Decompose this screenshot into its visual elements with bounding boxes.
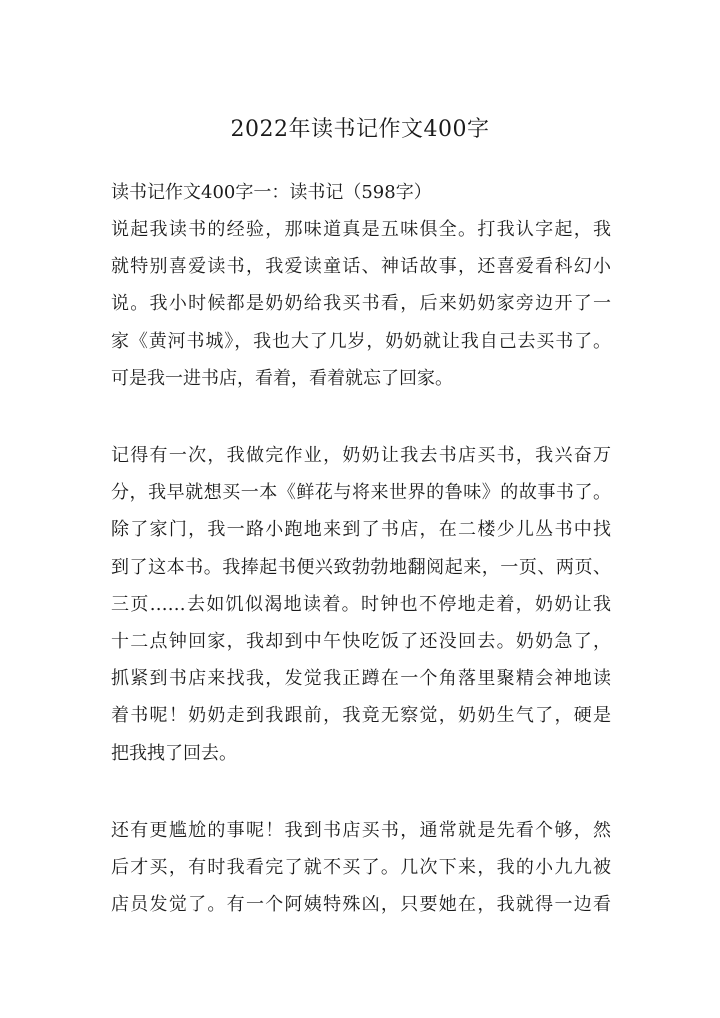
text-line: 店员发觉了。有一个阿姨特殊凶，只要她在，我就得一边看 <box>111 894 611 916</box>
text-line: 家《黄河书城》，我也大了几岁，奶奶就让我自己去买书了。 <box>111 330 611 352</box>
text-line: 抓紧到书店来找我，发觉我正蹲在一个角落里聚精会神地读 <box>111 668 611 690</box>
text-line: 可是我一进书店，看着，看着就忘了回家。 <box>111 367 453 389</box>
text-line: 就特别喜爱读书，我爱读童话、神话故事，还喜爱看科幻小 <box>111 256 611 278</box>
text-line: 三页……去如饥似渴地读着。时钟也不停地走着，奶奶让我 <box>111 593 611 615</box>
text-line: 说。我小时候都是奶奶给我买书看，后来奶奶家旁边开了一 <box>111 293 611 315</box>
text-line: 着书呢！奶奶走到我跟前，我竟无察觉，奶奶生气了，硬是 <box>111 705 611 727</box>
paragraph-3 <box>111 812 611 924</box>
paragraph-2 <box>111 437 611 772</box>
text-line: 把我拽了回去。 <box>111 742 237 764</box>
text-line: 后才买，有时我看完了就不买了。几次下来，我的小九九被 <box>111 857 611 879</box>
paragraph-1 <box>111 211 611 397</box>
text-line: 到了这本书。我捧起书便兴致勃勃地翻阅起来，一页、两页、 <box>111 556 611 578</box>
text-line: 说起我读书的经验，那味道真是五味俱全。打我认字起，我 <box>111 219 611 240</box>
text-line: 除了家门，我一路小跑地来到了书店，在二楼少儿丛书中找 <box>111 519 611 541</box>
text-line: 还有更尴尬的事呢！我到书店买书，通常就是先看个够，然 <box>111 820 611 841</box>
text-line: 十二点钟回家，我却到中午快吃饭了还没回去。奶奶急了， <box>111 630 611 652</box>
page-title: 2022年读书记作文400字 <box>230 117 490 142</box>
text-line: 分，我早就想买一本《鲜花与将来世界的鲁味》的故事书了。 <box>111 482 611 504</box>
text-line: 记得有一次，我做完作业，奶奶让我去书店买书，我兴奋万 <box>111 445 611 466</box>
subtitle: 读书记作文400字一：读书记（598字） <box>111 182 432 203</box>
subtitle-block <box>111 174 611 211</box>
